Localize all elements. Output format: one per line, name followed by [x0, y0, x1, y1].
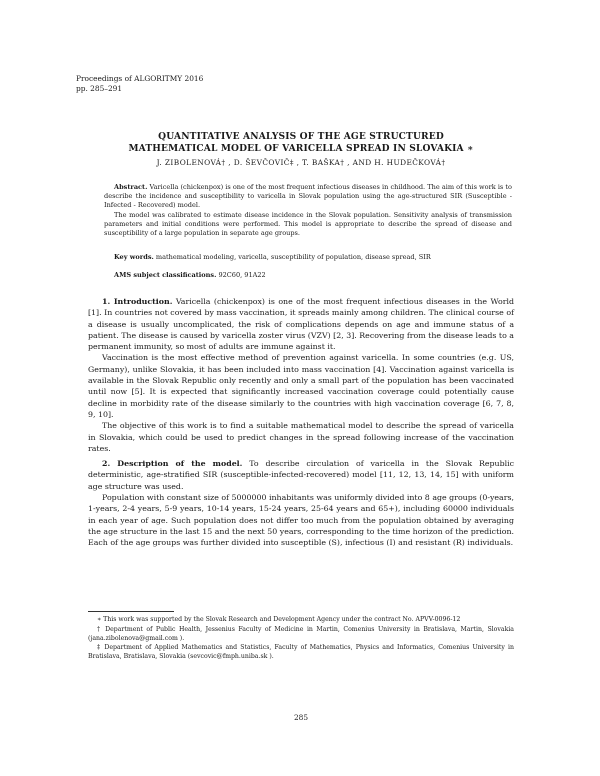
- intro-paragraph-2: Vaccination is the most effective method of prevention against varicella. In some countries (e.g. US, Germany), unlike Slovakia, it has been included into mass vaccination [4]. Vaccination against varicella is available in the Slovak Republic only recently and only a small part of the population has been vaccinated until now [5]. It is expected that significantly increased vaccination coverage could potentially cause decline in morbidity rate of the disease similarly to the countries with high vaccination coverage [6, 7, 8, 9, 10].: [88, 353, 514, 419]
- intro-paragraph-1: [88, 296, 514, 352]
- keywords: [114, 253, 431, 261]
- title-line-1: QUANTITATIVE ANALYSIS OF THE AGE STRUCTURED: [158, 131, 444, 142]
- model-paragraph-1: [88, 458, 514, 492]
- paper-title: [88, 131, 514, 155]
- footnote-divider: [88, 611, 174, 612]
- abstract: [104, 183, 512, 238]
- author-list: J. ZIBOLENOVÁ† , D. ŠEVČOVIČ‡ , T. BAŠKA† , AND H. HUDEČKOVÁ†: [156, 158, 446, 167]
- ams-classification: [114, 271, 266, 279]
- keywords-text: mathematical modeling, varicella, susceptibility of population, disease spread, SIR: [155, 253, 431, 261]
- page-number: 285: [293, 713, 309, 722]
- footnote-affiliation-2: ‡ Department of Applied Mathematics and Statistics, Faculty of Mathematics, Physics and Informatics, Comenius University in Bratislava, Bratislava, Slovakia (sevcovic@fmph.uniba.sk ).: [88, 644, 514, 661]
- proceedings-pages: pp. 285–291: [76, 84, 123, 94]
- ams-text: 92C60, 91A22: [218, 271, 266, 279]
- footnote-affiliation-1: † Department of Public Health, Jessenius Faculty of Medicine in Martin, Comenius University in Bratislava, Martin, Slovakia (jana.zibolenova@gmail.com ).: [88, 625, 514, 642]
- abstract-text-1: Varicella (chickenpox) is one of the most frequent infectious diseases in childhood. The aim of this work is to describe the incidence and susceptibility to varicella in Slovak population using the age-structured SIR (Susceptible - Infected - Recovered) model.: [104, 183, 512, 210]
- model-paragraph-2: Population with constant size of 5000000 inhabitants was uniformly divided into 8 age groups (0-years, 1-years, 2-4 years, 5-9 years, 10-14 years, 15-24 years, 25-64 years and 65+), including 60000 individuals in each year of age. Such population does not differ too much from the population obtained by averaging the age structure in the last 15 and the next 50 years, corresponding to the time horizon of the prediction. Each of the age groups was further divided into susceptible (S), infectious (I) and resistant (R) individuals.: [88, 493, 514, 548]
- intro-paragraph-3: The objective of this work is to find a suitable mathematical model to describe the spread of varicella in Slovakia, which could be used to predict changes in the spread following increase of the vaccination rates.: [88, 421, 514, 453]
- footnote-funding: ∗ This work was supported by the Slovak Research and Development Agency under the contract No. APVV-0096-12: [97, 616, 461, 623]
- proceedings-header: [76, 74, 203, 95]
- proceedings-name: Proceedings of ALGORITMY 2016: [76, 74, 204, 83]
- model-text-1: To describe circulation of varicella in the Slovak Republic deterministic, age-stratified SIR (susceptible-infected-recovered) model [11, 12, 13, 14, 15] with uniform age structure was used.: [88, 459, 515, 491]
- section-heading-model: 2. Description of the model.: [102, 459, 243, 469]
- footnotes: [88, 616, 514, 663]
- section-heading-introduction: 1. Introduction.: [102, 297, 173, 306]
- intro-text-1: Varicella (chickenpox) is one of the most frequent infectious diseases in the World [1]. In countries not covered by mass vaccination, it spreads mainly among children. The clinical course of a disease is usually uncomplicated, the risk of complications depends on age and immune status of a patient. The disease is caused by varicella zoster virus (VZV) [2, 3]. Recovering from the disease leads to a permanent immunity, so most of adults are immune against it.: [88, 297, 514, 352]
- ams-label: AMS subject classifications.: [114, 271, 217, 279]
- abstract-paragraph-1: [104, 183, 512, 211]
- abstract-paragraph-2: The model was calibrated to estimate disease incidence in the Slovak population. Sensitivity analysis of transmission parameters and initial conditions were performed. This model is appropriate to describe the spread of disease and susceptibility of a large population in separate age groups.: [104, 210, 512, 238]
- main-body: [88, 296, 514, 549]
- title-line-2: MATHEMATICAL MODEL OF VARICELLA SPREAD IN SLOVAKIA ∗: [128, 142, 474, 154]
- keywords-label: Key words.: [114, 253, 154, 261]
- abstract-label: Abstract.: [114, 183, 148, 191]
